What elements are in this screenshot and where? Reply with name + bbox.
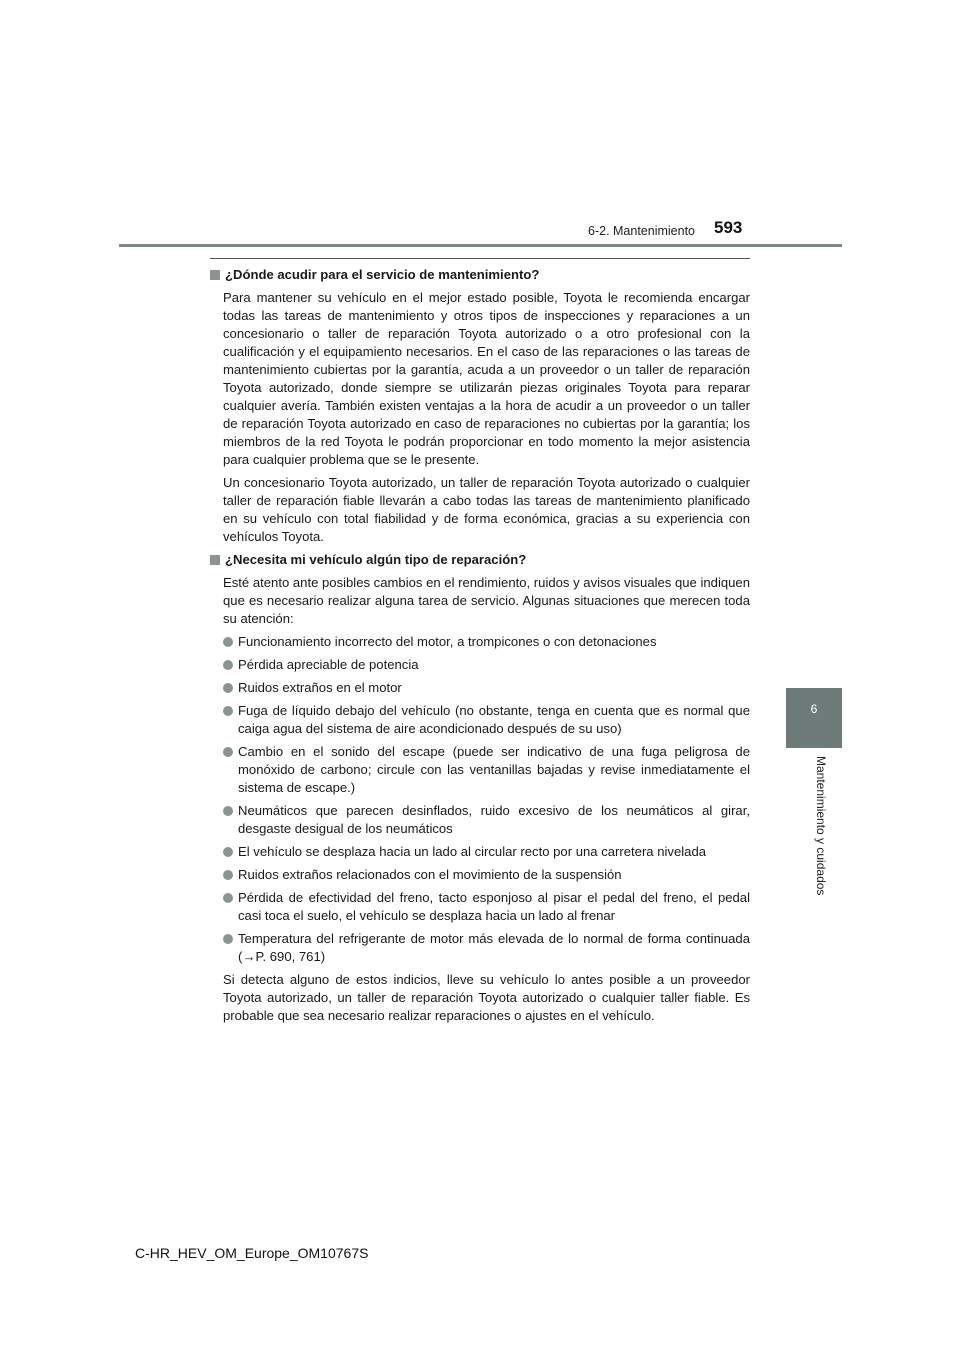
circle-bullet-icon — [223, 870, 233, 880]
content — [210, 258, 750, 1030]
chapter-number: 6 — [810, 702, 818, 716]
list-item-text: Fuga de líquido debajo del vehículo (no obstante, tenga en cuenta que es normal que caiga agua del sistema de aire acondicionado después de su uso) — [238, 703, 750, 736]
list-item-text: Funcionamiento incorrecto del motor, a trompicones o con detonaciones — [238, 634, 657, 649]
section-heading-text: ¿Necesita mi vehículo algún tipo de reparación? — [225, 552, 527, 567]
paragraph: Para mantener su vehículo en el mejor estado posible, Toyota le recomienda encargar todas las tareas de mantenimiento y otros tipos de inspecciones y reparaciones a un concesionario o taller de reparación Toyota autorizado o a otro profesional con la cualificación y el equipamiento necesarios. En el caso de las reparaciones o las tareas de mantenimiento cubiertas por la garantía, acuda a un proveedor o un taller de reparación Toyota autorizado, donde siempre se utilizarán piezas originales Toyota para reparar cualquier avería. También existen ventajas a la hora de acudir a un proveedor o un taller de reparación Toyota autorizado en caso de reparaciones no cubiertas por la garantía; los miembros de la red Toyota le podrán proporcionar en todo momento la mejor asistencia para cualquier problema que se le presente. — [223, 290, 750, 467]
list-item-text: Neumáticos que parecen desinflados, ruido excesivo de los neumáticos al girar, desgaste desigual de los neumáticos — [238, 803, 750, 836]
section-heading-text: ¿Dónde acudir para el servicio de mantenimiento? — [225, 267, 540, 282]
circle-bullet-icon — [223, 747, 233, 757]
circle-bullet-icon — [223, 847, 233, 857]
list-item-text: Pérdida de efectividad del freno, tacto esponjoso al pisar el pedal del freno, el pedal casi toca el suelo, el vehículo se desplaza hacia un lado al frenar — [238, 890, 750, 923]
circle-bullet-icon — [223, 660, 233, 670]
list-item — [223, 702, 750, 738]
list-item-text: Pérdida apreciable de potencia — [238, 657, 419, 672]
page-number: 593 — [714, 218, 743, 237]
chapter-tab — [786, 688, 842, 748]
list-item — [223, 930, 750, 966]
list-item-text: Cambio en el sonido del escape (puede ser indicativo de una fuga peligrosa de monóxido de carbono; circule con las ventanillas bajadas y revise inmediatamente el sistema de escape.) — [238, 744, 750, 795]
header-section-title: 6-2. Mantenimiento — [588, 224, 696, 238]
list-item — [223, 843, 750, 861]
list-item — [223, 656, 750, 674]
list-item — [223, 633, 750, 651]
chapter-label: Mantenimiento y cuidados — [814, 756, 828, 896]
circle-bullet-icon — [223, 706, 233, 716]
circle-bullet-icon — [223, 934, 233, 944]
list-item — [223, 866, 750, 884]
square-bullet-icon — [210, 555, 220, 565]
paragraph: Un concesionario Toyota autorizado, un taller de reparación Toyota autorizado o cualquier taller de reparación fiable llevarán a cabo todas las tareas de mantenimiento planificado en su vehículo con total fiabilidad y de forma económica, gracias a su experiencia con vehículos Toyota. — [223, 475, 750, 544]
header-rule — [119, 244, 842, 247]
list-item-text: Temperatura del refrigerante de motor más elevada de lo normal de forma continuada (→P. 690, 761) — [238, 931, 750, 964]
section-heading — [210, 551, 750, 569]
square-bullet-icon — [210, 270, 220, 280]
section-heading — [210, 266, 750, 284]
list-item — [223, 679, 750, 697]
document-id: C-HR_HEV_OM_Europe_OM10767S — [135, 1245, 369, 1261]
list-item — [223, 889, 750, 925]
list-item-text: El vehículo se desplaza hacia un lado al circular recto por una carretera nivelada — [238, 844, 707, 859]
list-item — [223, 802, 750, 838]
circle-bullet-icon — [223, 637, 233, 647]
list-item-text: Ruidos extraños relacionados con el movimiento de la suspensión — [238, 867, 622, 882]
circle-bullet-icon — [223, 893, 233, 903]
circle-bullet-icon — [223, 806, 233, 816]
paragraph: Si detecta alguno de estos indicios, lleve su vehículo lo antes posible a un proveedor Toyota autorizado, un taller de reparación Toyota autorizado o cualquier taller fiable. Es probable que sea necesario realizar reparaciones o ajustes en el vehículo. — [223, 972, 750, 1023]
paragraph: Esté atento ante posibles cambios en el rendimiento, ruidos y avisos visuales que indiquen que es necesario realizar alguna tarea de servicio. Algunas situaciones que merecen toda su atención: — [223, 575, 750, 626]
circle-bullet-icon — [223, 683, 233, 693]
list-item — [223, 743, 750, 797]
list-item-text: Ruidos extraños en el motor — [238, 680, 402, 695]
